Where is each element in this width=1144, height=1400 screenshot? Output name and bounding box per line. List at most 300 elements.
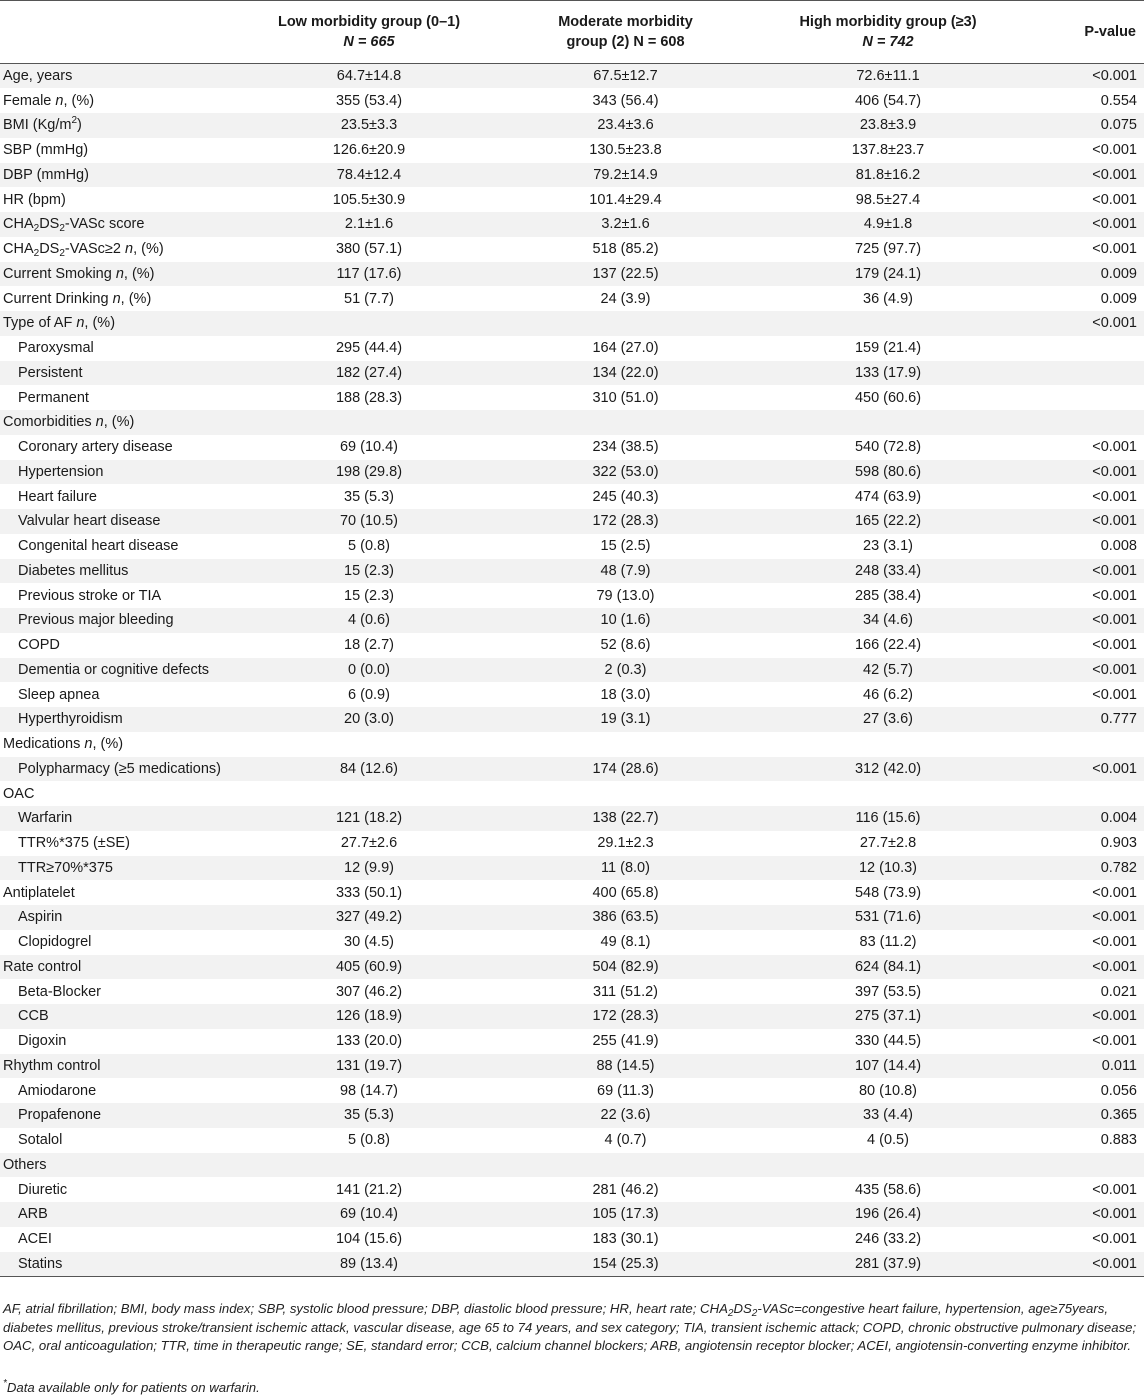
low-group-value: 405 (60.9) bbox=[335, 958, 403, 975]
text-run: DS bbox=[733, 1301, 752, 1316]
low-group-value: 2.1±1.6 bbox=[344, 216, 394, 233]
italic-text: n bbox=[76, 315, 85, 332]
p-value: 0.903 bbox=[1100, 835, 1137, 852]
moderate-group-value: 518 (85.2) bbox=[592, 241, 659, 258]
row-label bbox=[0, 212, 240, 237]
p-value: <0.001 bbox=[1092, 934, 1137, 951]
table-row bbox=[0, 212, 1144, 237]
text-run: Antiplatelet bbox=[3, 884, 75, 901]
p-value: 0.075 bbox=[1100, 117, 1137, 134]
table-row bbox=[0, 583, 1144, 608]
row-label bbox=[0, 831, 240, 856]
table-row bbox=[0, 707, 1144, 732]
moderate-group-value: 52 (8.6) bbox=[600, 637, 651, 654]
header-moderate-line2: group (2) N = 608 bbox=[566, 34, 685, 50]
table-row bbox=[0, 559, 1144, 584]
low-group-value: 126.6±20.9 bbox=[332, 142, 406, 159]
high-group-value: 12 (10.3) bbox=[858, 859, 918, 876]
p-value: 0.883 bbox=[1100, 1132, 1137, 1149]
p-value bbox=[1023, 385, 1144, 410]
text-run: Sotalol bbox=[18, 1132, 63, 1149]
moderate-group-value: 24 (3.9) bbox=[600, 290, 651, 307]
moderate-group-value: 386 (63.5) bbox=[592, 909, 659, 926]
low-group-value: 15 (2.3) bbox=[344, 562, 394, 579]
row-label bbox=[0, 559, 240, 584]
moderate-group-value: 183 (30.1) bbox=[592, 1231, 659, 1248]
text-run: Beta-Blocker bbox=[18, 983, 102, 1000]
table-row bbox=[0, 831, 1144, 856]
text-run: Dementia or cognitive defects bbox=[18, 661, 210, 678]
high-group-value: 23.8±3.9 bbox=[859, 117, 917, 134]
table-row bbox=[0, 88, 1144, 113]
header-low-line1: Low morbidity group (0–1) bbox=[277, 14, 461, 30]
table-row bbox=[0, 64, 1144, 89]
high-group-value bbox=[753, 311, 1023, 336]
p-value: <0.001 bbox=[1092, 68, 1137, 85]
text-run: CCB bbox=[18, 1008, 49, 1025]
low-group-value: 69 (10.4) bbox=[339, 439, 399, 456]
text-run: Others bbox=[3, 1156, 47, 1173]
row-label bbox=[0, 732, 240, 757]
text-run: Warfarin bbox=[18, 810, 73, 827]
row-label bbox=[0, 1029, 240, 1054]
row-label bbox=[0, 583, 240, 608]
low-group-value: 30 (4.5) bbox=[344, 934, 394, 951]
text-run: DBP (mmHg) bbox=[3, 166, 89, 183]
moderate-group-value: 79.2±14.9 bbox=[593, 166, 658, 183]
high-group-value: 598 (80.6) bbox=[854, 463, 922, 480]
text-run: -VASc score bbox=[64, 216, 145, 233]
text-run: Valvular heart disease bbox=[18, 513, 161, 530]
low-group-value: 126 (18.9) bbox=[335, 1008, 403, 1025]
high-group-value: 474 (63.9) bbox=[854, 488, 922, 505]
row-label bbox=[0, 1177, 240, 1202]
row-label bbox=[0, 1227, 240, 1252]
table-row bbox=[0, 682, 1144, 707]
table-row bbox=[0, 410, 1144, 435]
text-run: Comorbidities bbox=[3, 414, 96, 431]
header-moderate-line1: Moderate morbidity bbox=[558, 14, 693, 30]
high-group-value: 81.8±16.2 bbox=[855, 166, 921, 183]
moderate-group-value: 19 (3.1) bbox=[600, 711, 651, 728]
moderate-group-value: 2 (0.3) bbox=[604, 661, 647, 678]
p-value: <0.001 bbox=[1092, 241, 1137, 258]
p-value: 0.365 bbox=[1100, 1107, 1137, 1124]
high-group-value: 46 (6.2) bbox=[863, 686, 913, 703]
row-label bbox=[0, 1128, 240, 1153]
text-run: Digoxin bbox=[18, 1033, 67, 1050]
moderate-group-value: 310 (51.0) bbox=[592, 389, 659, 406]
moderate-group-value: 137 (22.5) bbox=[592, 265, 659, 282]
high-group-value: 36 (4.9) bbox=[863, 290, 913, 307]
text-run: , (%) bbox=[92, 736, 124, 753]
moderate-group-value: 504 (82.9) bbox=[592, 958, 659, 975]
p-value: <0.001 bbox=[1092, 142, 1137, 159]
p-value: <0.001 bbox=[1092, 1206, 1137, 1223]
superscript: * bbox=[3, 1378, 7, 1389]
row-label bbox=[0, 163, 240, 188]
low-group-value: 295 (44.4) bbox=[335, 340, 403, 357]
high-group-value: 159 (21.4) bbox=[854, 340, 922, 357]
low-group-value: 5 (0.8) bbox=[348, 538, 390, 555]
moderate-group-value: 11 (8.0) bbox=[601, 859, 650, 876]
row-label bbox=[0, 88, 240, 113]
row-label bbox=[0, 64, 240, 89]
high-group-value: 196 (26.4) bbox=[854, 1206, 922, 1223]
row-label bbox=[0, 534, 240, 559]
table-row bbox=[0, 113, 1144, 138]
high-group-value: 72.6±11.1 bbox=[856, 68, 920, 85]
moderate-group-value: 134 (22.0) bbox=[592, 364, 659, 381]
table-row bbox=[0, 509, 1144, 534]
text-run: Propafenone bbox=[18, 1107, 102, 1124]
high-group-value: 80 (10.8) bbox=[858, 1082, 918, 1099]
text-run: CHA bbox=[3, 216, 34, 233]
italic-text: n bbox=[112, 290, 121, 307]
moderate-group-value: 172 (28.3) bbox=[592, 1008, 659, 1025]
low-group-value: 89 (13.4) bbox=[240, 1252, 498, 1277]
text-run: Type of AF bbox=[3, 315, 77, 332]
moderate-group-value: 174 (28.6) bbox=[592, 760, 659, 777]
row-label bbox=[0, 633, 240, 658]
moderate-group-value: 400 (65.8) bbox=[592, 884, 659, 901]
low-group-value: 131 (19.7) bbox=[335, 1057, 403, 1074]
moderate-group-value: 311 (51.2) bbox=[592, 983, 659, 1000]
p-value: <0.001 bbox=[1092, 216, 1137, 233]
low-group-value: 18 (2.7) bbox=[344, 637, 394, 654]
high-group-value: 165 (22.2) bbox=[854, 513, 922, 530]
text-run: Data available only for patients on warfarin. bbox=[6, 1380, 260, 1395]
p-value: <0.001 bbox=[1092, 612, 1137, 629]
text-run: Rhythm control bbox=[3, 1057, 101, 1074]
row-label bbox=[0, 930, 240, 955]
p-value: <0.001 bbox=[1092, 884, 1137, 901]
header-high-line1: High morbidity group (≥3) bbox=[799, 14, 977, 30]
text-run: HR (bpm) bbox=[3, 191, 66, 208]
text-run: Sleep apnea bbox=[18, 686, 100, 703]
row-label bbox=[0, 682, 240, 707]
table-row bbox=[0, 286, 1144, 311]
table-row bbox=[0, 757, 1144, 782]
superscript: 2 bbox=[71, 115, 78, 127]
text-run: CHA bbox=[3, 241, 34, 258]
table-row bbox=[0, 905, 1144, 930]
text-run: , (%) bbox=[103, 414, 135, 431]
low-group-value: 4 (0.6) bbox=[348, 612, 390, 629]
p-value: <0.001 bbox=[1092, 686, 1137, 703]
text-run: Paroxysmal bbox=[18, 340, 94, 357]
table-header bbox=[0, 1, 1144, 64]
moderate-group-value: 281 (46.2) bbox=[592, 1181, 659, 1198]
low-group-value: 307 (46.2) bbox=[335, 983, 403, 1000]
text-run: ACEI bbox=[18, 1231, 52, 1248]
row-label bbox=[0, 385, 240, 410]
table-row bbox=[0, 955, 1144, 980]
p-value: <0.001 bbox=[1092, 760, 1137, 777]
text-run: Age, years bbox=[3, 68, 73, 85]
text-run: Current Drinking bbox=[3, 290, 113, 307]
p-value bbox=[1023, 410, 1144, 435]
table-row bbox=[0, 460, 1144, 485]
text-run: Current Smoking bbox=[3, 265, 116, 282]
high-group-value: 248 (33.4) bbox=[854, 562, 922, 579]
p-value: <0.001 bbox=[1092, 166, 1137, 183]
low-group-value: 188 (28.3) bbox=[335, 389, 403, 406]
row-label bbox=[0, 856, 240, 881]
text-run: Coronary artery disease bbox=[18, 439, 173, 456]
moderate-group-value: 15 (2.5) bbox=[600, 538, 651, 555]
table-row bbox=[0, 138, 1144, 163]
low-group-value: 333 (50.1) bbox=[335, 884, 403, 901]
table-row bbox=[0, 1128, 1144, 1153]
high-group-value: 98.5±27.4 bbox=[855, 191, 921, 208]
text-run: Diabetes mellitus bbox=[18, 562, 129, 579]
row-label bbox=[0, 1202, 240, 1227]
high-group-value: 133 (17.9) bbox=[854, 364, 922, 381]
low-group-value: 380 (57.1) bbox=[335, 241, 403, 258]
high-group-value bbox=[753, 732, 1023, 757]
text-run: Congenital heart disease bbox=[18, 538, 179, 555]
header-p-value-label: P-value bbox=[1084, 24, 1136, 40]
low-group-value: 5 (0.8) bbox=[348, 1132, 390, 1149]
text-run: Previous major bleeding bbox=[18, 612, 174, 629]
text-run: , (%) bbox=[120, 290, 152, 307]
moderate-group-value: 79 (13.0) bbox=[596, 587, 655, 604]
low-group-value: 98 (14.7) bbox=[339, 1082, 399, 1099]
text-run: DS bbox=[39, 241, 60, 258]
low-group-value: 64.7±14.8 bbox=[336, 68, 402, 85]
moderate-group-value: 322 (53.0) bbox=[592, 463, 659, 480]
row-label bbox=[0, 237, 240, 262]
p-value: 0.004 bbox=[1100, 810, 1137, 827]
moderate-group-value: 10 (1.6) bbox=[600, 612, 651, 629]
table-row bbox=[0, 1078, 1144, 1103]
subscript: 2 bbox=[751, 1308, 758, 1319]
table-row bbox=[0, 361, 1144, 386]
text-run: Persistent bbox=[18, 364, 83, 381]
table-row bbox=[0, 484, 1144, 509]
p-value bbox=[1023, 361, 1144, 386]
table-row bbox=[0, 1054, 1144, 1079]
row-label bbox=[0, 979, 240, 1004]
p-value: 0.009 bbox=[1100, 265, 1137, 282]
table-row bbox=[0, 1177, 1144, 1202]
italic-text: n bbox=[95, 414, 104, 431]
low-group-value: 69 (10.4) bbox=[339, 1206, 399, 1223]
p-value: <0.001 bbox=[1092, 488, 1137, 505]
low-group-value bbox=[240, 781, 498, 806]
high-group-value: 137.8±23.7 bbox=[851, 142, 925, 159]
row-label bbox=[0, 781, 240, 806]
low-group-value: 51 (7.7) bbox=[344, 290, 394, 307]
high-group-value: 34 (4.6) bbox=[863, 612, 913, 629]
text-run: SBP (mmHg) bbox=[3, 142, 89, 159]
text-run: TTR%*375 (±SE) bbox=[18, 835, 130, 852]
table-row bbox=[0, 880, 1144, 905]
p-value: <0.001 bbox=[1092, 909, 1137, 926]
text-run: OAC bbox=[3, 785, 35, 802]
text-run: ARB bbox=[18, 1206, 48, 1223]
p-value bbox=[1023, 781, 1144, 806]
p-value: <0.001 bbox=[1092, 958, 1137, 975]
row-label bbox=[0, 484, 240, 509]
row-label bbox=[0, 1078, 240, 1103]
high-group-value: 531 (71.6) bbox=[854, 909, 922, 926]
text-run: , (%) bbox=[63, 92, 95, 109]
high-group-value: 435 (58.6) bbox=[854, 1181, 922, 1198]
p-value: 0.782 bbox=[1100, 859, 1137, 876]
high-group-value: 624 (84.1) bbox=[854, 958, 922, 975]
high-group-value: 83 (11.2) bbox=[859, 934, 917, 951]
text-run: Polypharmacy (≥5 medications) bbox=[18, 760, 221, 777]
p-value: <0.001 bbox=[1092, 191, 1137, 208]
row-label bbox=[0, 1252, 240, 1277]
moderate-group-value: 88 (14.5) bbox=[596, 1057, 655, 1074]
p-value: <0.001 bbox=[1092, 439, 1137, 456]
table-row bbox=[0, 1227, 1144, 1252]
moderate-group-value: 29.1±2.3 bbox=[597, 835, 654, 852]
row-label bbox=[0, 955, 240, 980]
header-p-value bbox=[1023, 1, 1144, 64]
moderate-group-value: 3.2±1.6 bbox=[601, 216, 650, 233]
low-group-value: 78.4±12.4 bbox=[336, 166, 402, 183]
italic-text: n bbox=[115, 265, 124, 282]
low-group-value: 84 (12.6) bbox=[339, 760, 399, 777]
p-value: <0.001 bbox=[1092, 1033, 1137, 1050]
low-group-value: 117 (17.6) bbox=[336, 265, 402, 282]
text-run: Heart failure bbox=[18, 488, 97, 505]
moderate-group-value: 22 (3.6) bbox=[600, 1107, 651, 1124]
table-row bbox=[0, 930, 1144, 955]
high-group-value: 725 (97.7) bbox=[854, 241, 922, 258]
table-row bbox=[0, 163, 1144, 188]
moderate-group-value: 105 (17.3) bbox=[592, 1206, 659, 1223]
subscript: 2 bbox=[59, 248, 65, 260]
table-row bbox=[0, 311, 1144, 336]
row-label bbox=[0, 138, 240, 163]
low-group-value: 133 (20.0) bbox=[335, 1033, 403, 1050]
moderate-group-value bbox=[498, 311, 753, 336]
header-moderate-morbidity bbox=[498, 1, 753, 64]
table-row bbox=[0, 806, 1144, 831]
row-label bbox=[0, 1004, 240, 1029]
high-group-value: 397 (53.5) bbox=[854, 983, 922, 1000]
p-value: <0.001 bbox=[1092, 1181, 1137, 1198]
moderate-group-value bbox=[498, 732, 753, 757]
high-group-value: 4 (0.5) bbox=[867, 1132, 909, 1149]
p-value: <0.001 bbox=[1092, 637, 1137, 654]
low-group-value: 35 (5.3) bbox=[344, 488, 394, 505]
text-run: Statins bbox=[18, 1255, 63, 1272]
row-label bbox=[0, 262, 240, 287]
low-group-value: 121 (18.2) bbox=[335, 810, 403, 827]
high-group-value: 548 (73.9) bbox=[854, 884, 922, 901]
low-group-value: 141 (21.2) bbox=[335, 1181, 403, 1198]
moderate-group-value bbox=[498, 410, 753, 435]
row-label bbox=[0, 509, 240, 534]
high-group-value: 27.7±2.8 bbox=[859, 835, 917, 852]
table-row bbox=[0, 1252, 1144, 1277]
text-run: Rate control bbox=[3, 958, 82, 975]
p-value: <0.001 bbox=[1023, 1252, 1144, 1277]
p-value: <0.001 bbox=[1092, 661, 1137, 678]
p-value: <0.001 bbox=[1092, 463, 1137, 480]
text-run: , (%) bbox=[84, 315, 116, 332]
moderate-group-value: 18 (3.0) bbox=[600, 686, 651, 703]
text-run: Previous stroke or TIA bbox=[18, 587, 162, 604]
moderate-group-value bbox=[498, 781, 753, 806]
table-row bbox=[0, 1004, 1144, 1029]
low-group-value: 35 (5.3) bbox=[344, 1107, 394, 1124]
header-high-line2: N = 742 bbox=[862, 34, 914, 50]
high-group-value: 4.9±1.8 bbox=[863, 216, 913, 233]
row-label bbox=[0, 410, 240, 435]
header-variable bbox=[0, 1, 240, 64]
text-run: , (%) bbox=[123, 265, 155, 282]
text-run: ) bbox=[77, 117, 82, 134]
table-row bbox=[0, 534, 1144, 559]
subscript: 2 bbox=[727, 1308, 734, 1319]
moderate-group-value: 234 (38.5) bbox=[592, 439, 659, 456]
text-run: AF, atrial fibrillation; BMI, body mass index; SBP, systolic blood pressure; DBP, diastolic blood pressure; HR, heart rate; CHA bbox=[3, 1301, 728, 1316]
text-run: Female bbox=[3, 92, 56, 109]
table-row bbox=[0, 336, 1144, 361]
table-row bbox=[0, 1202, 1144, 1227]
row-label bbox=[0, 187, 240, 212]
low-group-value: 6 (0.9) bbox=[348, 686, 390, 703]
high-group-value: 27 (3.6) bbox=[863, 711, 913, 728]
high-group-value: 450 (60.6) bbox=[854, 389, 922, 406]
high-group-value: 330 (44.5) bbox=[854, 1033, 922, 1050]
low-group-value bbox=[240, 410, 498, 435]
high-group-value: 312 (42.0) bbox=[854, 760, 922, 777]
moderate-group-value: 255 (41.9) bbox=[592, 1033, 659, 1050]
moderate-group-value: 67.5±12.7 bbox=[593, 68, 658, 85]
high-group-value: 285 (38.4) bbox=[854, 587, 922, 604]
table-row bbox=[0, 856, 1144, 881]
header-row bbox=[0, 1, 1144, 64]
p-value: <0.001 bbox=[1092, 1231, 1137, 1248]
text-run: , (%) bbox=[133, 241, 164, 258]
p-value bbox=[1023, 336, 1144, 361]
p-value: <0.001 bbox=[1092, 562, 1137, 579]
subscript: 2 bbox=[59, 223, 65, 235]
moderate-group-value: 23.4±3.6 bbox=[597, 117, 654, 134]
italic-text: n bbox=[55, 92, 64, 109]
low-group-value: 12 (9.9) bbox=[344, 859, 394, 876]
row-label bbox=[0, 905, 240, 930]
text-run: Diuretic bbox=[18, 1181, 68, 1198]
italic-text: n bbox=[124, 241, 134, 258]
italic-text: n bbox=[84, 736, 93, 753]
p-value: <0.001 bbox=[1092, 1008, 1137, 1025]
high-group-value bbox=[753, 781, 1023, 806]
table-row bbox=[0, 781, 1144, 806]
header-low-morbidity bbox=[240, 1, 498, 64]
text-run: Hyperthyroidism bbox=[18, 711, 123, 728]
low-group-value: 182 (27.4) bbox=[335, 364, 403, 381]
row-label bbox=[0, 336, 240, 361]
low-group-value: 105.5±30.9 bbox=[332, 191, 406, 208]
abbreviations-note bbox=[3, 1300, 1141, 1356]
high-group-value: 107 (14.4) bbox=[854, 1057, 922, 1074]
high-group-value bbox=[753, 1153, 1023, 1178]
table-row bbox=[0, 633, 1144, 658]
high-group-value: 406 (54.7) bbox=[854, 92, 922, 109]
moderate-group-value: 164 (27.0) bbox=[592, 340, 659, 357]
text-run: COPD bbox=[18, 637, 60, 654]
row-label bbox=[0, 658, 240, 683]
